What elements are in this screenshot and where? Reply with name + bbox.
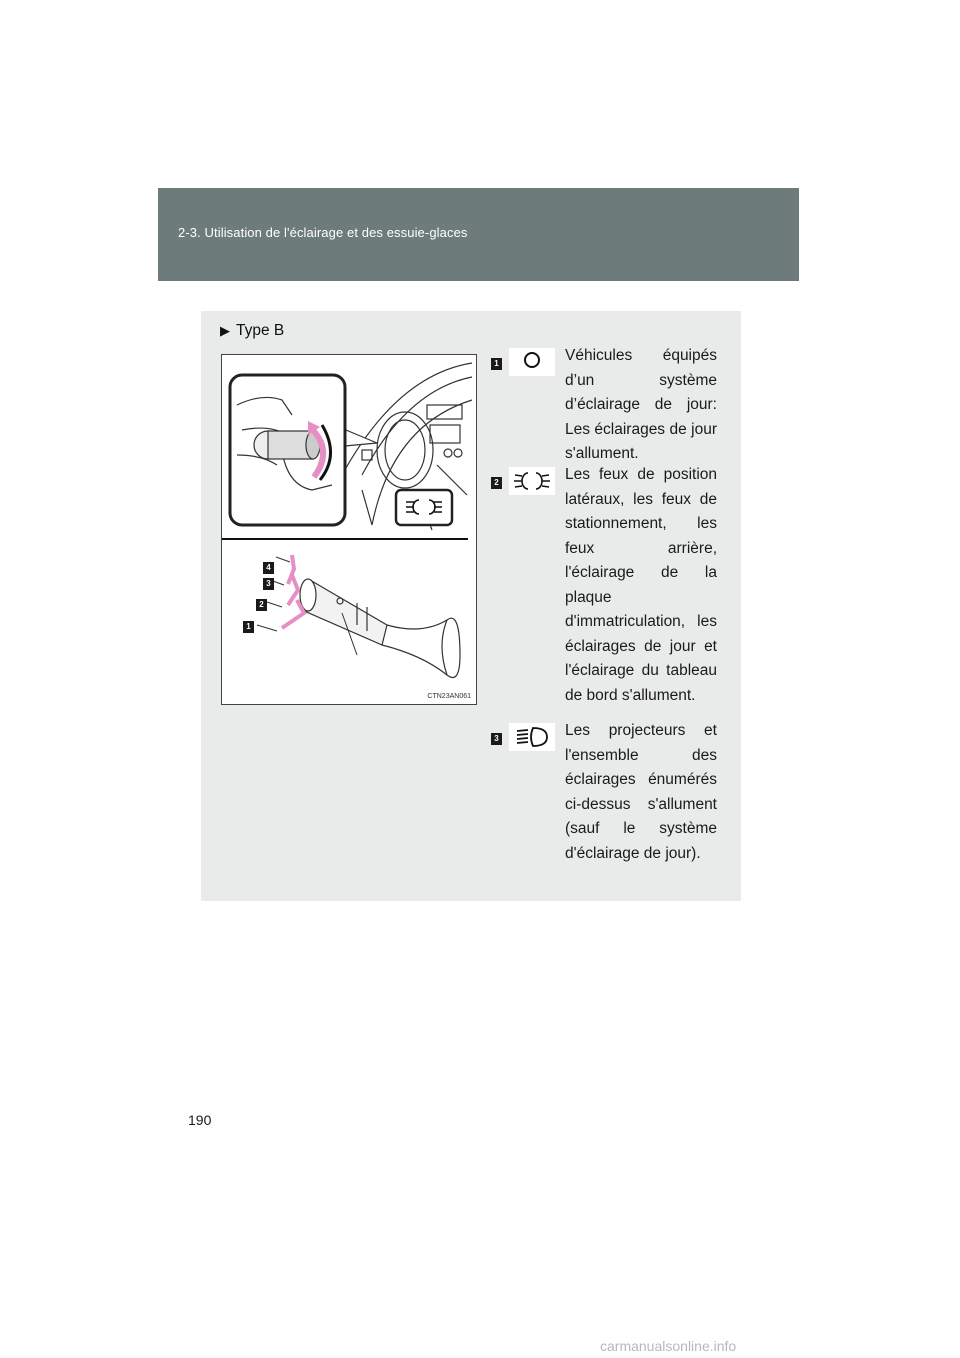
figure-callout-2: 2: [256, 599, 267, 611]
content-panel: [201, 311, 741, 901]
figure-callout-1: 1: [243, 621, 254, 633]
page-number: 190: [188, 1112, 212, 1128]
watermark: carmanualsonline.info: [600, 1338, 737, 1354]
daytime-running-light-icon: [509, 348, 555, 376]
figure-callout-3: 3: [263, 578, 274, 590]
item-number: 2: [491, 477, 502, 489]
section-title: 2-3. Utilisation de l'éclairage et des essuie-glaces: [178, 225, 468, 240]
item-text: Véhicules équipés d’un système d’éclairage de jour: Les éclairages de jour s'allument.: [565, 347, 717, 462]
headlight-icon: [509, 723, 555, 751]
item-number: 1: [491, 358, 502, 370]
type-label: [220, 322, 284, 340]
section-header: [158, 188, 799, 281]
figure-code: CTN23AN061: [427, 693, 471, 700]
figure-callout-4: 4: [263, 562, 274, 574]
parking-light-icon: [509, 467, 555, 495]
triangle-bullet-icon: ▶: [220, 323, 230, 338]
item-text: Les feux de position latéraux, les feux de stationnement, les feux arrière, l'éclairage de la plaque d'immatriculation, les éclairages de jour et l'éclairage du tableau de bord s'allument.: [565, 466, 717, 704]
item-text: Les projecteurs et l'ensemble des éclairages énumérés ci-dessus s'allument (sauf le système d'éclairage de jour).: [565, 722, 717, 862]
type-label-text: Type B: [236, 322, 285, 339]
light-switch-illustration: [221, 354, 477, 705]
item-number: 3: [491, 733, 502, 745]
switch-drawing: [222, 355, 476, 704]
